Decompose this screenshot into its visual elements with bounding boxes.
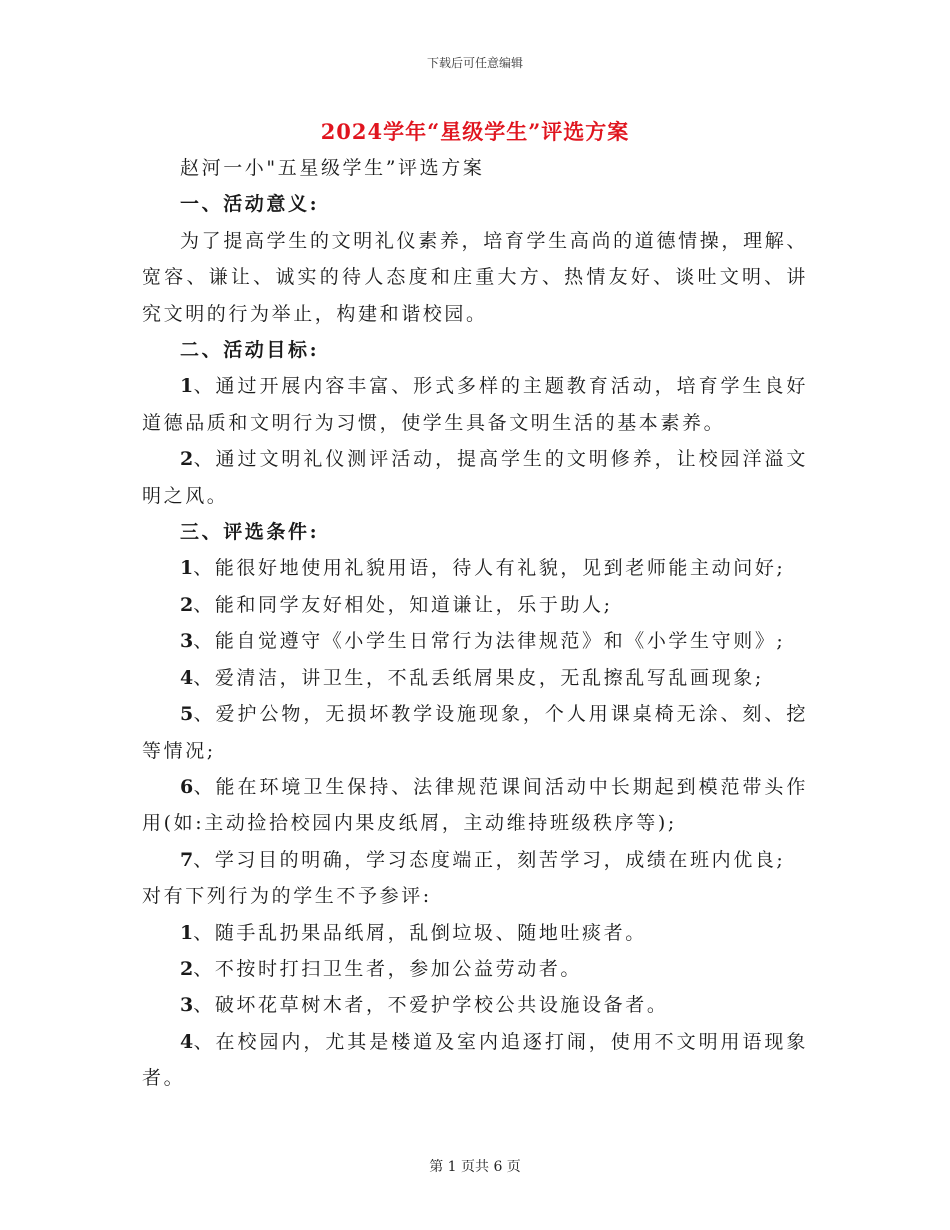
list-item (142, 951, 808, 987)
item-number: 4 (180, 666, 194, 689)
item-number: 6 (180, 775, 194, 798)
list-item (142, 1024, 808, 1097)
item-text: 、能在环境卫生保持、法律规范课间活动中长期起到模范带头作用(如:主动捡拾校园内果皮纸屑，主动维持班级秩序等); (142, 775, 808, 835)
list-item (142, 623, 808, 659)
item-number: 2 (180, 593, 194, 616)
item-text: 、学习目的明确，学习态度端正，刻苦学习，成绩在班内优良; (193, 848, 786, 871)
item-text: 、爱护公物，无损坏教学设施现象，个人用课桌椅无涂、刻、挖等情况; (142, 703, 808, 762)
list-item (142, 915, 808, 951)
header-note: 下载后可任意编辑 (426, 56, 523, 70)
exclusion-intro: 对有下列行为的学生不予参评: (142, 885, 432, 908)
list-item (142, 842, 808, 878)
item-number: 2 (180, 957, 194, 980)
list-item (142, 368, 808, 441)
paragraph-purpose: 为了提高学生的文明礼仪素养，培育学生高尚的道德情操，理解、宽容、谦让、诚实的待人态度和庄重大方、热情友好、谈吐文明、讲究文明的行为举止，构建和谐校园。 (142, 229, 808, 325)
item-number: 3 (180, 994, 194, 1017)
list-item (142, 587, 808, 623)
list-item (142, 660, 808, 696)
item-text: 、能和同学友好相处，知道谦让，乐于助人; (193, 593, 613, 616)
item-text: 、破坏花草树木者，不爱护学校公共设施设备者。 (193, 994, 669, 1017)
item-number: 1 (180, 557, 194, 580)
list-item (142, 696, 808, 769)
list-item (142, 987, 808, 1023)
section-heading-3: 三、评选条件: (180, 521, 320, 544)
section-heading-2: 二、活动目标: (180, 339, 320, 362)
item-text: 、随手乱扔果品纸屑，乱倒垃圾、随地吐痰者。 (193, 921, 647, 944)
item-text: 、能自觉遵守《小学生日常行为法律规范》和《小学生守则》; (193, 630, 786, 653)
document-body (142, 150, 808, 1097)
item-text: 、通过开展内容丰富、形式多样的主题教育活动，培育学生良好道德品质和文明行为习惯，使学生具备文明生活的基本素养。 (142, 375, 808, 434)
item-number: 3 (180, 630, 194, 653)
document-title: 2024学年“星级学生”评选方案 (320, 119, 630, 144)
item-number: 7 (180, 848, 194, 871)
page-footer: 第 1 页共 6 页 (429, 1159, 521, 1175)
document-subtitle: 赵河一小"五星级学生”评选方案 (180, 157, 485, 179)
item-text: 、通过文明礼仪测评活动，提高学生的文明修养，让校园洋溢文明之风。 (142, 448, 808, 507)
item-text: 、在校园内，尤其是楼道及室内追逐打闹，使用不文明用语现象者。 (142, 1030, 808, 1090)
item-number: 1 (180, 921, 194, 944)
list-item (142, 769, 808, 842)
item-number: 1 (180, 375, 194, 398)
list-item (142, 441, 808, 514)
item-text: 、不按时打扫卫生者，参加公益劳动者。 (193, 957, 583, 980)
list-item (142, 550, 808, 586)
item-text: 、能很好地使用礼貌用语，待人有礼貌，见到老师能主动问好; (193, 557, 786, 580)
item-number: 5 (180, 703, 194, 726)
section-heading-1: 一、活动意义: (180, 193, 320, 216)
item-text: 、爱清洁，讲卫生，不乱丢纸屑果皮，无乱擦乱写乱画现象; (193, 666, 764, 689)
item-number: 4 (180, 1030, 194, 1053)
item-number: 2 (180, 448, 194, 471)
